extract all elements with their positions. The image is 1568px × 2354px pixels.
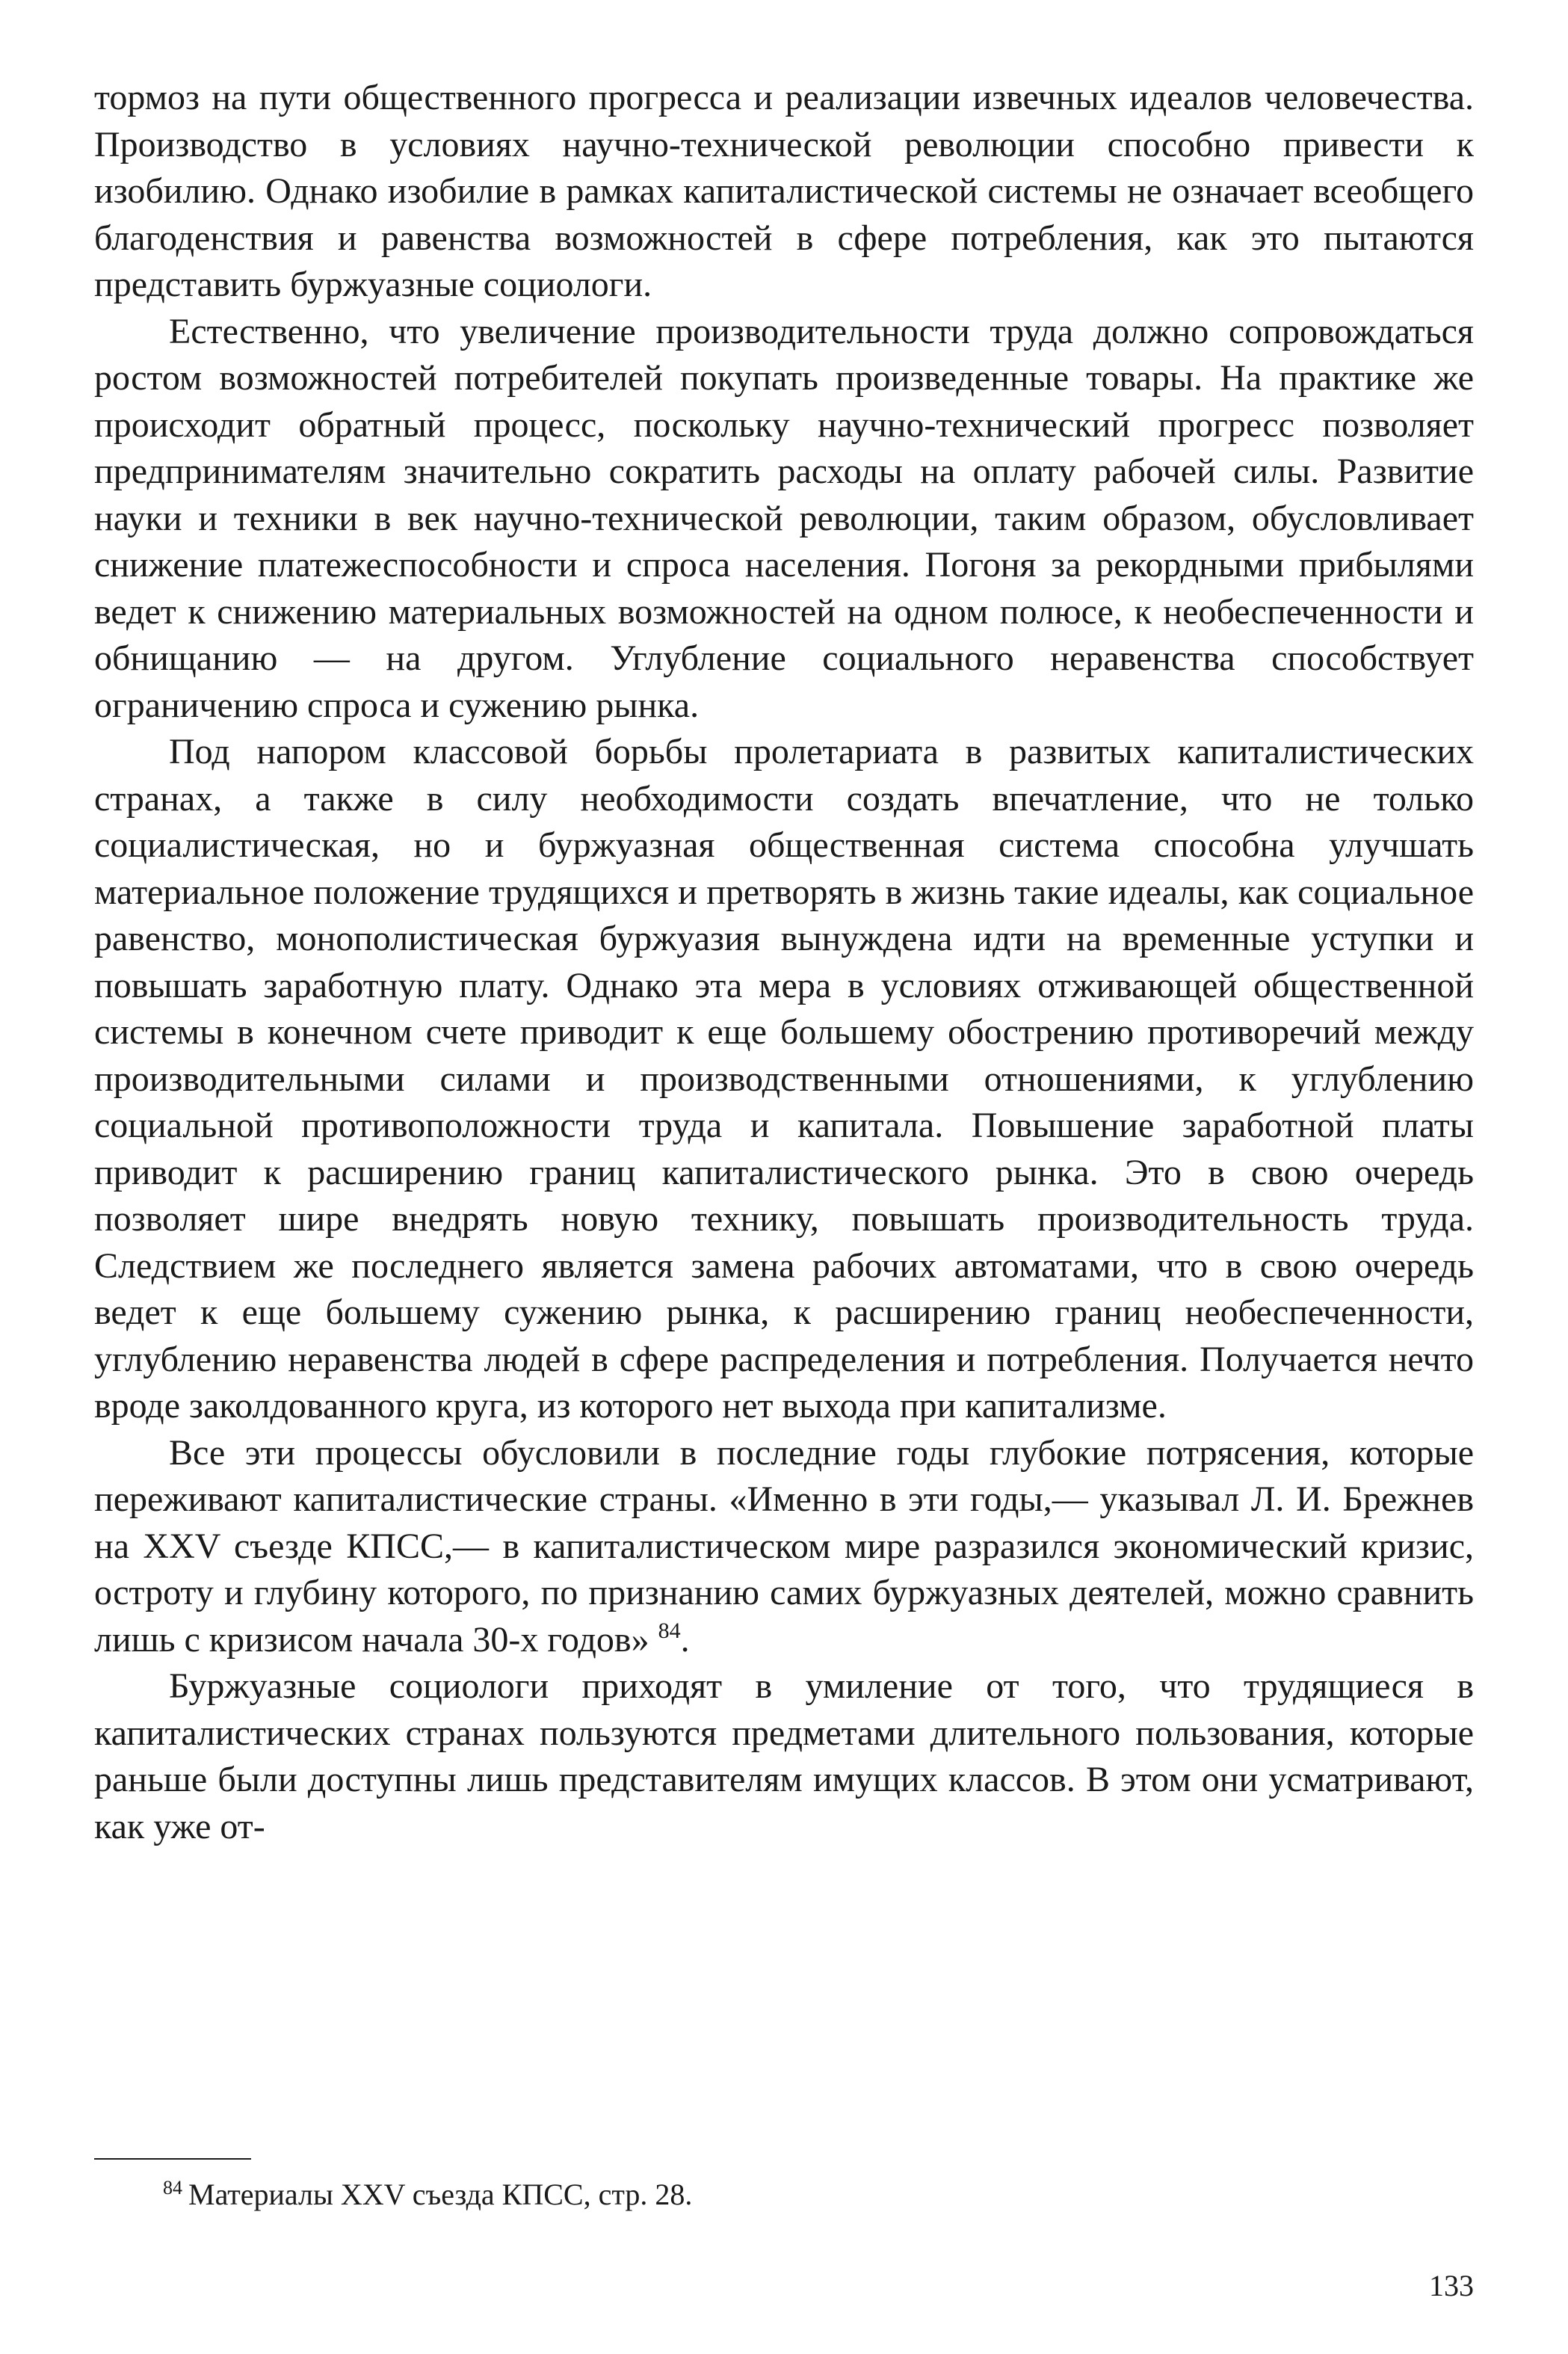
footnote-reference[interactable]: 84 xyxy=(658,1618,681,1643)
paragraph-4-tail: . xyxy=(680,1619,690,1660)
paragraph-1: тормоз на пути общественного прогресса и реализации извечных идеалов человечества. Производство в условиях научно-технической революции способно привести к изобилию. Однако изобилие в рамках капиталистической системы не означает всеобщего благоденствия и равенства возможностей в сфере потребления, как это пытаются представить буржуазные социологи. xyxy=(94,78,1474,304)
footnote-divider xyxy=(94,2158,251,2160)
footnote xyxy=(163,2175,692,2214)
paragraph-4-text: Все эти процессы обусловили в последние годы глубокие потрясения, которые переживают капиталистические страны. «Именно в эти годы,— указывал Л. И. Брежнев на XXV съезде КПСС,— в капиталистическом мире разразился экономический кризис, остроту и глубину которого, по признанию самих буржуазных деятелей, можно сравнить лишь с кризисом начала 30-х годов» xyxy=(94,1432,1474,1660)
page-number: 133 xyxy=(1429,2269,1474,2302)
footnote-number: 84 xyxy=(163,2177,182,2199)
paragraph-2: Естественно, что увеличение производительности труда должно сопровождаться ростом возможностей потребителей покупать произведенные товары. На практике же происходит обратный процесс, поскольку научно-технический прогресс позволяет предпринимателям значительно сократить расходы на оплату рабочей силы. Развитие науки и техники в век научно-технической революции, таким образом, обусловливает снижение платежеспособности и спроса населения. Погоня за рекордными прибылями ведет к снижению материальных возможностей на одном полюсе, к необеспеченности и обнищанию — на другом. Углубление социального неравенства способствует ограничению спроса и сужению рынка. xyxy=(94,311,1474,725)
footnote-text: Материалы XXV съезда КПСС, стр. 28. xyxy=(188,2178,693,2211)
paragraph-3: Под напором классовой борьбы пролетариата в развитых капиталистических странах, а также в силу необходимости создать впечатление, что не только социалистическая, но и буржуазная общественная система способна улучшать материальное положение трудящихся и претворять в жизнь такие идеалы, как социальное равенство, монополистическая буржуазия вынуждена идти на временные уступки и повышать заработную плату. Однако эта мера в условиях отживающей общественной системы в конечном счете приводит к еще большему обострению противоречий между производительными силами и производственными отношениями, к углублению социальной противоположности труда и капитала. Повышение заработной платы приводит к расширению границ капиталистического рынка. Это в свою очередь позволяет шире внедрять новую технику, повышать производительность труда. Следствием же последнего является замена рабочих автоматами, что в свою очередь ведет к еще большему сужению рынка, к расширению границ необеспеченности, углублению неравенства людей в сфере распределения и потребления. Получается нечто вроде заколдованного круга, из которого нет выхода при капитализме. xyxy=(94,732,1474,1426)
paragraph-4 xyxy=(94,1430,1474,1664)
page-body xyxy=(94,75,1474,1850)
paragraph-5: Буржуазные социологи приходят в умиление от того, что трудящиеся в капиталистических странах пользуются предметами длительного пользования, которые раньше были доступны лишь представителям имущих классов. В этом они усматривают, как уже от- xyxy=(94,1666,1474,1846)
